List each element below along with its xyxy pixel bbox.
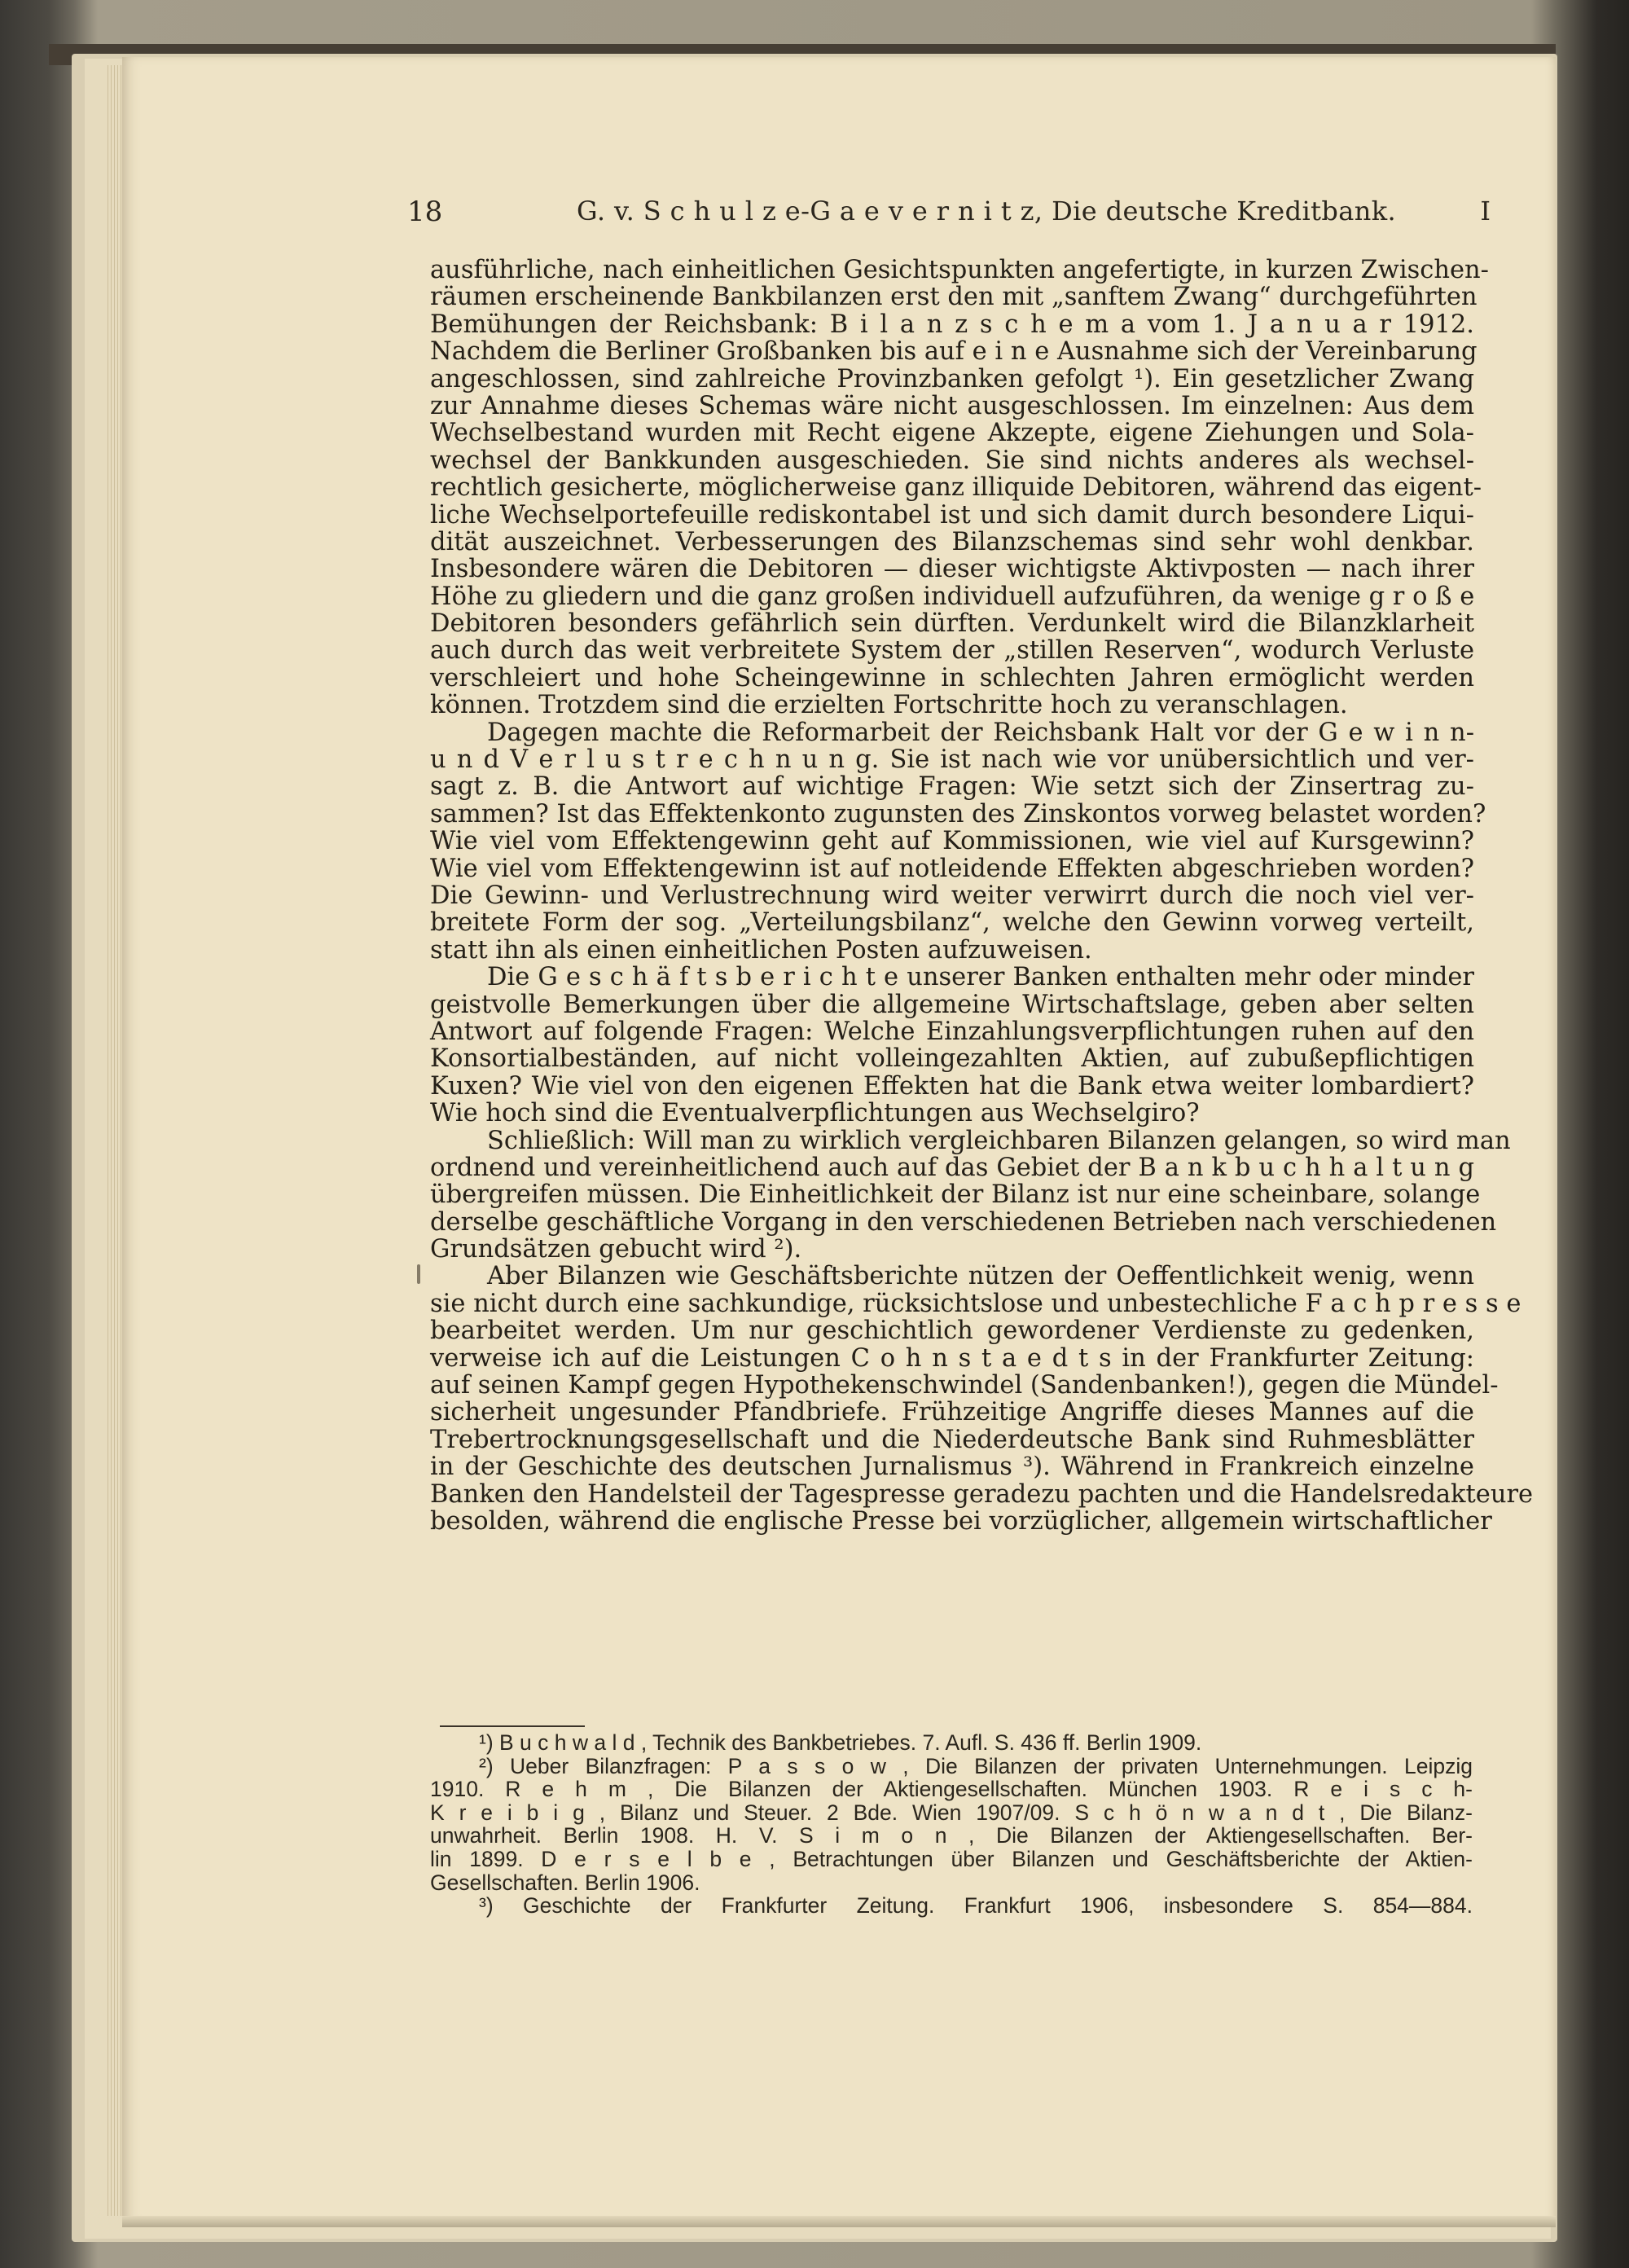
- text-line: in der Geschichte des deutschen Jurnalismus ³). Während in Frankreich einzelne: [430, 1453, 1474, 1482]
- paragraph-start: Die G e s c h ä f t s b e r i c h t e unserer Banken enthalten mehr oder minder: [487, 963, 1474, 992]
- text-line: Kuxen? Wie viel von den eigenen Effekten hat die Bank etwa weiter lombardiert?: [430, 1071, 1474, 1101]
- signature-mark: I: [1480, 196, 1491, 226]
- footnotes: [430, 1731, 1473, 1918]
- footnote-line: Gesellschaften. Berlin 1906.: [430, 1870, 700, 1895]
- main-text: [430, 256, 1534, 1536]
- running-title: G. v. S c h u l z e-G a e v e r n i t z, Die deutsche Kreditbank.: [577, 196, 1397, 226]
- footnote-line: ³) Geschichte der Frankfurter Zeitung. Frankfurt 1906, insbesondere S. 854—884.: [479, 1893, 1473, 1919]
- footnote-line: ²) Ueber Bilanzfragen: P a s s o w , Die Bilanzen der privaten Unternehmungen. Leipzig: [479, 1753, 1473, 1778]
- text-line: wechsel der Bankkunden ausgeschieden. Sie sind nichts anderes als wechsel-: [430, 446, 1474, 475]
- text-line: Grundsätzen gebucht wird ²).: [430, 1235, 802, 1264]
- text-line: verschleiert und hohe Scheingewinne in schlechten Jahren ermöglicht werden: [430, 663, 1474, 692]
- text-line: Trebertrocknungsgesellschaft und die Niederdeutsche Bank sind Ruhmesblätter: [430, 1425, 1474, 1454]
- text-line: Banken den Handelsteil der Tagespresse geradezu pachten und die Handelsredakteure: [430, 1479, 1534, 1509]
- paragraph-start: Aber Bilanzen wie Geschäftsberichte nützen der Oeffentlichkeit wenig, wenn: [487, 1262, 1474, 1291]
- footnote-line: lin 1899. D e r s e l b e , Betrachtungen über Bilanzen und Geschäftsberichte der Aktien-: [430, 1846, 1473, 1871]
- text-line: Antwort auf folgende Fragen: Welche Einzahlungsverpflichtungen ruhen auf den: [430, 1017, 1474, 1046]
- text-line: bearbeitet werden. Um nur geschichtlich gewordener Verdienste zu gedenken,: [430, 1316, 1474, 1346]
- margin-mark: [417, 1264, 420, 1284]
- footnote-line: K r e i b i g , Bilanz und Steuer. 2 Bde. Wien 1907/09. S c h ö n w a n d t , Die Bilanz-: [430, 1800, 1473, 1825]
- text-line: derselbe geschäftliche Vorgang in den verschiedenen Betrieben nach verschiedenen: [430, 1207, 1497, 1237]
- text-line: ordnend und vereinheitlichend auch auf das Gebiet der B a n k b u c h h a l t u n g: [430, 1153, 1474, 1182]
- text-line: können. Trotzdem sind die erzielten Fortschritte hoch zu veranschlagen.: [430, 691, 1348, 720]
- text-line: räumen erscheinende Bankbilanzen erst den mit „sanftem Zwang“ durchgeführten: [430, 283, 1478, 312]
- text-line: Konsortialbeständen, auf nicht volleingezahlten Aktien, auf zubußepflichtigen: [430, 1044, 1474, 1074]
- footnote-line: unwahrheit. Berlin 1908. H. V. S i m o n , Die Bilanzen der Aktiengesellschaften. Ber-: [430, 1823, 1473, 1848]
- text-line: sagt z. B. die Antwort auf wichtige Fragen: Wie setzt sich der Zinsertrag zu-: [430, 772, 1474, 802]
- text-line: geistvolle Bemerkungen über die allgemeine Wirtschaftslage, geben aber selten: [430, 990, 1474, 1019]
- text-line: Nachdem die Berliner Großbanken bis auf e i n e Ausnahme sich der Vereinbarung: [430, 337, 1478, 367]
- page-edges: [108, 65, 124, 2216]
- text-line: Bemühungen der Reichsbank: B i l a n z s c h e m a vom 1. J a n u a r 1912.: [430, 310, 1474, 339]
- text-line: sicherheit ungesunder Pfandbriefe. Frühzeitige Angriffe dieses Mannes auf die: [430, 1398, 1474, 1427]
- running-header: [407, 196, 1491, 244]
- text-line: Wie hoch sind die Eventualverpflichtungen aus Wechselgiro?: [430, 1099, 1200, 1128]
- text-line: sammen? Ist das Effektenkonto zugunsten des Zinskontos vorweg belastet worden?: [430, 799, 1486, 829]
- text-line: Wechselbestand wurden mit Recht eigene Akzepte, eigene Ziehungen und Sola-: [430, 419, 1474, 448]
- text-line: verweise ich auf die Leistungen C o h n s t a e d t s in der Frankfurter Zeitung:: [430, 1343, 1474, 1373]
- text-line: u n d V e r l u s t r e c h n u n g. Sie ist nach wie vor unübersichtlich und ver-: [430, 745, 1474, 775]
- text-line: auch durch das weit verbreitete System der „stillen Reserven“, wodurch Verluste: [430, 636, 1474, 666]
- page-number: 18: [407, 196, 443, 228]
- text-line: Die Gewinn- und Verlustrechnung wird weiter verwirrt durch die noch viel ver-: [430, 881, 1474, 910]
- text-line: ausführliche, nach einheitlichen Gesichtspunkten angefertigte, in kurzen Zwischen-: [430, 256, 1489, 284]
- text-line: statt ihn als einen einheitlichen Posten aufzuweisen.: [430, 935, 1092, 965]
- paragraph-start: Dagegen machte die Reformarbeit der Reichsbank Halt vor der G e w i n n-: [487, 718, 1474, 747]
- footnote-line: ¹) B u c h w a l d , Technik des Bankbetriebes. 7. Aufl. S. 436 ff. Berlin 1909.: [479, 1730, 1202, 1755]
- paragraph-start: Schließlich: Will man zu wirklich vergleichbaren Bilanzen gelangen, so wird man: [487, 1126, 1511, 1155]
- text-line: Insbesondere wären die Debitoren — dieser wichtigste Aktivposten — nach ihrer: [430, 555, 1474, 584]
- page-bottom-shadow: [122, 2216, 1556, 2227]
- text-line: Wie viel vom Effektengewinn geht auf Kommissionen, wie viel auf Kursgewinn?: [430, 827, 1474, 856]
- footnote-rule: [440, 1725, 585, 1727]
- text-line: liche Wechselportefeuille rediskontabel ist und sich damit durch besondere Liqui-: [430, 500, 1474, 530]
- footnote-line: 1910. R e h m , Die Bilanzen der Aktiengesellschaften. München 1903. R e i s c h-: [430, 1777, 1473, 1802]
- text-line: Wie viel vom Effektengewinn ist auf notleidende Effekten abgeschrieben worden?: [430, 854, 1474, 883]
- text-line: dität auszeichnet. Verbesserungen des Bilanzschemas sind sehr wohl denkbar.: [430, 527, 1474, 556]
- text-line: zur Annahme dieses Schemas wäre nicht ausgeschlossen. Im einzelnen: Aus dem: [430, 391, 1474, 420]
- text-line: rechtlich gesicherte, möglicherweise ganz illiquide Debitoren, während das eigent-: [430, 473, 1482, 503]
- text-line: sie nicht durch eine sachkundige, rücksichtslose und unbestechliche F a c h p r e s s e: [430, 1289, 1521, 1318]
- text-line: übergreifen müssen. Die Einheitlichkeit der Bilanz ist nur eine scheinbare, solange: [430, 1180, 1481, 1210]
- text-line: Debitoren besonders gefährlich sein dürften. Verdunkelt wird die Bilanzklarheit: [430, 609, 1474, 639]
- text-line: auf seinen Kampf gegen Hypothekenschwindel (Sandenbanken!), gegen die Mündel-: [430, 1371, 1499, 1400]
- text-line: besolden, während die englische Presse bei vorzüglicher, allgemein wirtschaftlicher: [430, 1506, 1492, 1536]
- text-line: Höhe zu gliedern und die ganz großen individuell aufzuführen, da wenige g r o ß e: [430, 582, 1475, 611]
- text-line: angeschlossen, sind zahlreiche Provinzbanken gefolgt ¹). Ein gesetzlicher Zwang: [430, 364, 1474, 393]
- text-line: breitete Form der sog. „Verteilungsbilanz“, welche den Gewinn vorweg verteilt,: [430, 908, 1474, 938]
